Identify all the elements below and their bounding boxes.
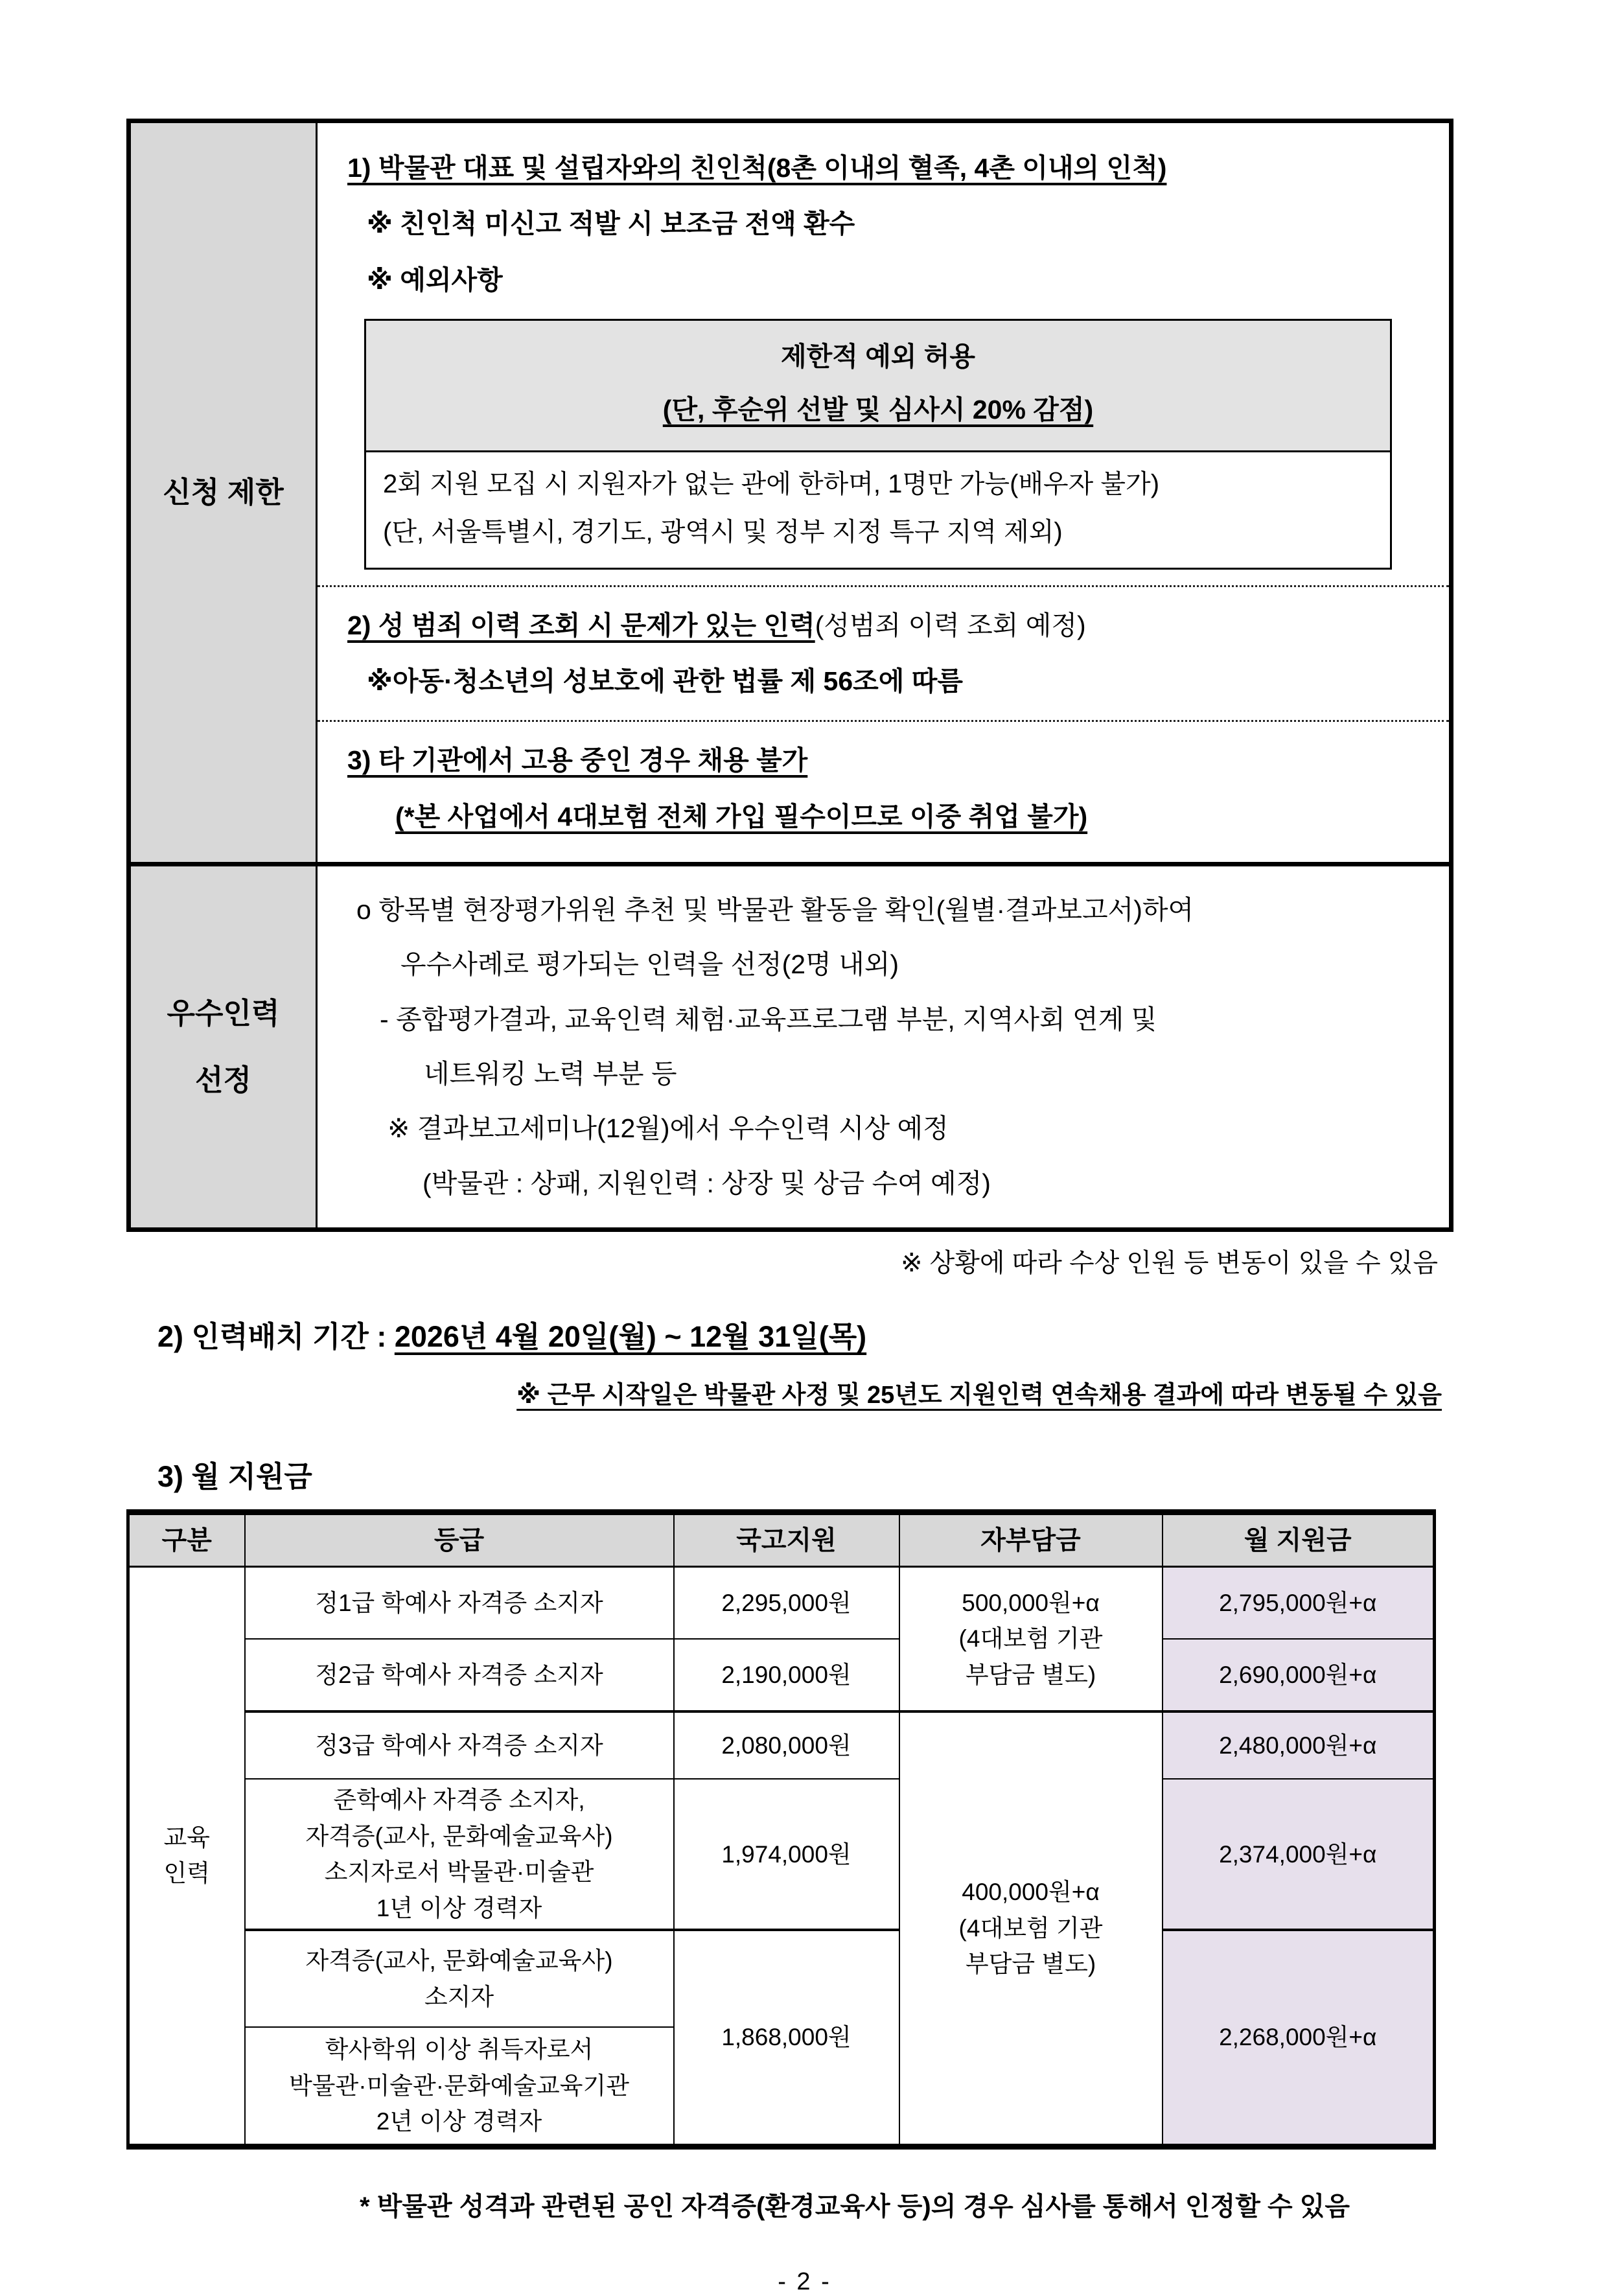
excellence-line: (박물관 : 상패, 지원인력 : 상장 및 상금 수여 예정)	[423, 1168, 991, 1198]
dotted-divider	[318, 585, 1449, 587]
category-cell: 교육 인력	[128, 1566, 245, 2146]
exception-box	[364, 319, 1392, 570]
excellence-line: 네트워킹 노력 부분 등	[424, 1058, 677, 1089]
excellence-line: - 종합평가결과, 교육인력 체험·교육프로그램 부분, 지역사회 연계 및	[380, 1004, 1157, 1034]
grade-cell: 정1급 학예사 자격증 소지자	[245, 1566, 674, 1639]
restriction-content-cell	[317, 121, 1452, 864]
exception-box-title: 제한적 예외 허용	[780, 341, 976, 371]
excellence-header-cell: 우수인력 선정	[129, 864, 317, 1230]
work-start-note: ※ 근무 시작일은 박물관 사정 및 25년도 지원인력 연속채용 결과에 따라 변동될 수 있음	[516, 1381, 1442, 1409]
exception-box-body-line2: (단, 서울특별시, 경기도, 광역시 및 정부 지정 특구 지역 제외)	[383, 517, 1063, 546]
exception-box-title-area	[366, 321, 1390, 452]
insurance-note: (*본 사업에서 4대보험 전체 가입 필수이므로 이중 취업 불가)	[395, 801, 1088, 831]
exception-note: ※ 예외사항	[367, 264, 503, 295]
col-header-gov-support: 국고지원	[674, 1512, 899, 1566]
kinship-restriction-item: 1) 박물관 대표 및 설립자와의 친인척(8촌 이내의 혈족, 4촌 이내의 인척)	[347, 153, 1167, 183]
award-change-note: ※ 상황에 따라 수상 인원 등 변동이 있을 수 있음	[900, 1248, 1438, 1277]
table-row	[128, 1711, 1435, 1779]
self-pay-cell: 400,000원+α (4대보험 기관 부담금 별도)	[899, 1711, 1163, 2146]
grade-cell: 준학예사 자격증 소지자, 자격증(교사, 문화예술교육사) 소지자로서 박물관·미술관 1년 이상 경력자	[245, 1779, 674, 1930]
restriction-header-cell: 신청 제한	[129, 121, 317, 864]
period-value: 2026년 4월 20일(월) ~ 12월 31일(목)	[394, 1319, 867, 1353]
excellence-row	[129, 864, 1452, 1230]
period-heading: 2) 인력배치 기간 : 2026년 4월 20일(월) ~ 12월 31일(목)	[157, 1319, 867, 1353]
excellence-line: 우수사례로 평가되는 인력을 선정(2명 내외)	[400, 949, 899, 980]
monthly-amount-cell: 2,480,000원+α	[1163, 1711, 1435, 1779]
gov-support-cell: 1,868,000원	[674, 1930, 899, 2146]
gov-support-cell: 2,295,000원	[674, 1566, 899, 1639]
table-row	[128, 1566, 1435, 1639]
excellence-line: ※ 결과보고세미나(12월)에서 우수인력 시상 예정	[388, 1113, 949, 1144]
self-pay-cell: 500,000원+α (4대보험 기관 부담금 별도)	[899, 1566, 1163, 1711]
other-employment-item: 3) 타 기관에서 고용 중인 경우 채용 불가	[347, 745, 808, 776]
grade-cell: 정3급 학예사 자격증 소지자	[245, 1711, 674, 1779]
restriction-excellence-table	[126, 119, 1453, 1232]
grade-cell: 학사학위 이상 취득자로서 박물관·미술관·문화예술교육기관 2년 이상 경력자	[245, 2027, 674, 2146]
excellence-line: o 항목별 현장평가위원 추천 및 박물관 활동을 확인(월별·결과보고서)하여	[356, 895, 1194, 925]
certificate-footnote: * 박물관 성격과 관련된 공인 자격증(환경교육사 등)의 경우 심사를 통해서 인정할 수 있음	[360, 2192, 1350, 2221]
monthly-support-table	[126, 1509, 1436, 2150]
restriction-row	[129, 121, 1452, 864]
exception-box-body-line1: 2회 지원 모집 시 지원자가 없는 관에 한하며, 1명만 가능(배우자 불가)	[383, 469, 1160, 498]
monthly-amount-cell: 2,795,000원+α	[1163, 1566, 1435, 1639]
col-header-monthly-amount: 월 지원금	[1163, 1512, 1435, 1566]
table-row	[128, 1779, 1435, 1930]
excellence-content-cell	[317, 864, 1452, 1230]
table-row	[128, 1930, 1435, 2027]
table-row	[128, 1639, 1435, 1711]
monthly-amount-cell: 2,268,000원+α	[1163, 1930, 1435, 2146]
sex-crime-restriction-item: 2) 성 범죄 이력 조회 시 문제가 있는 인력(성범죄 이력 조회 예정)	[347, 610, 1086, 640]
exception-box-body	[366, 452, 1390, 568]
monthly-amount-cell: 2,374,000원+α	[1163, 1779, 1435, 1930]
gov-support-cell: 1,974,000원	[674, 1779, 899, 1930]
gov-support-cell: 2,080,000원	[674, 1711, 899, 1779]
grade-cell: 정2급 학예사 자격증 소지자	[245, 1639, 674, 1711]
youth-protection-law-note: ※아동·청소년의 성보호에 관한 법률 제 56조에 따름	[367, 666, 963, 697]
monthly-amount-cell: 2,690,000원+α	[1163, 1639, 1435, 1711]
gov-support-cell: 2,190,000원	[674, 1639, 899, 1711]
monthly-table-header-row	[128, 1512, 1435, 1566]
col-header-category: 구분	[128, 1512, 245, 1566]
exception-box-subtitle: (단, 후순위 선발 및 심사시 20% 감점)	[662, 394, 1094, 424]
grade-cell: 자격증(교사, 문화예술교육사) 소지자	[245, 1930, 674, 2027]
page-number: - 2 -	[778, 2267, 831, 2295]
unreported-penalty-note: ※ 친인척 미신고 적발 시 보조금 전액 환수	[367, 209, 855, 239]
dotted-divider	[318, 720, 1449, 722]
col-header-grade: 등급	[245, 1512, 674, 1566]
col-header-self-pay: 자부담금	[899, 1512, 1163, 1566]
monthly-heading: 3) 월 지원금	[157, 1459, 312, 1493]
